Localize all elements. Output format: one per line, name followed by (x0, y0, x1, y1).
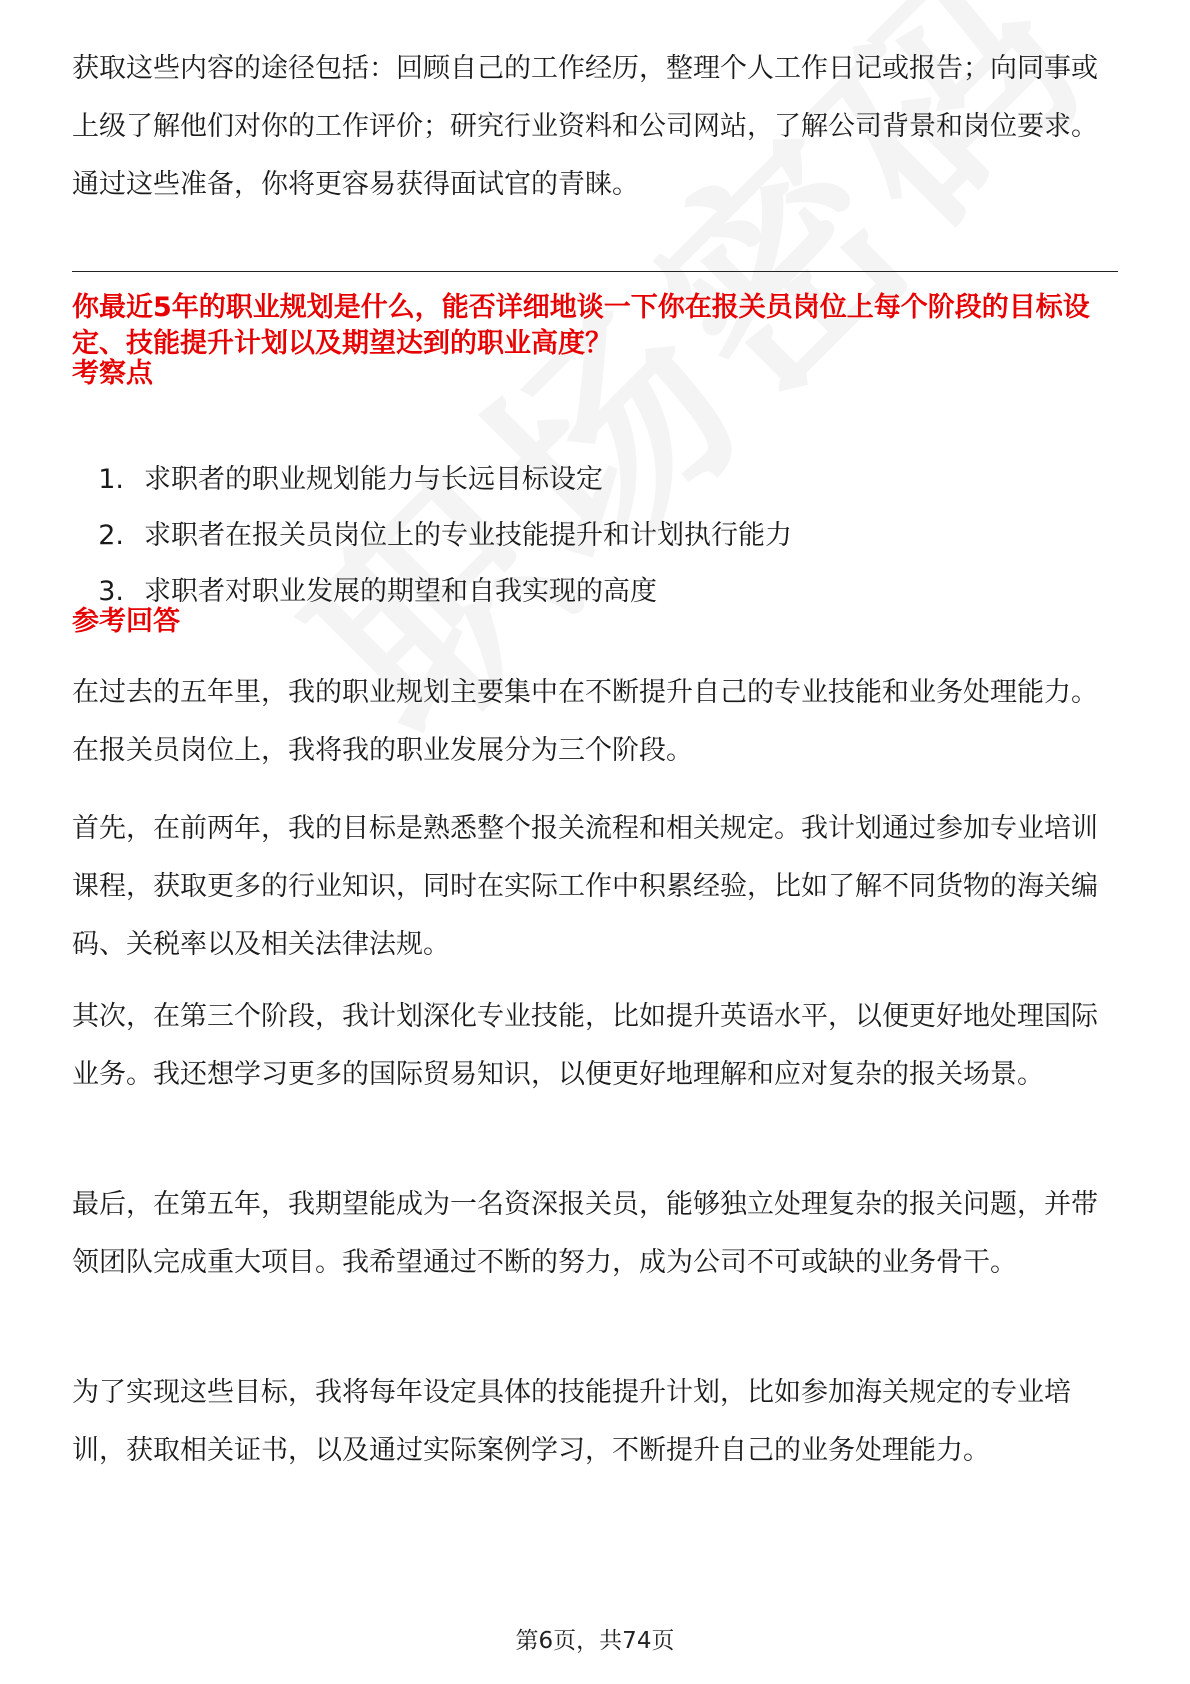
assessment-title: 考察点 (72, 358, 153, 389)
list-item (72, 452, 1118, 508)
list-item-number: 1. (98, 464, 124, 495)
assessment-list (72, 452, 1118, 620)
answer-paragraph: 最后，在第五年，我期望能成为一名资深报关员，能够独立处理复杂的报关问题，并带领团队完成重大项目。我希望通过不断的努力，成为公司不可或缺的业务骨干。 (72, 1189, 1098, 1278)
list-item-text: 求职者的职业规划能力与长远目标设定 (144, 464, 603, 495)
answer-title: 参考回答 (72, 606, 180, 637)
list-item-text: 求职者对职业发展的期望和自我实现的高度 (144, 576, 657, 607)
list-item (72, 564, 1118, 620)
list-item-number: 2. (98, 520, 124, 551)
answer-paragraph: 为了实现这些目标，我将每年设定具体的技能提升计划，比如参加海关规定的专业培训，获取相关证书，以及通过实际案例学习，不断提升自己的业务处理能力。 (72, 1377, 1071, 1466)
question-heading: 你最近5年的职业规划是什么，能否详细地谈一下你在报关员岗位上每个阶段的目标设定、技能提升计划以及期望达到的职业高度？ (72, 292, 1090, 359)
answer-paragraph: 在过去的五年里，我的职业规划主要集中在不断提升自己的专业技能和业务处理能力。在报关员岗位上，我将我的职业发展分为三个阶段。 (72, 677, 1098, 766)
section-divider (72, 271, 1118, 272)
list-item-text: 求职者在报关员岗位上的专业技能提升和计划执行能力 (144, 520, 792, 551)
list-item (72, 508, 1118, 564)
answer-paragraph: 首先，在前两年，我的目标是熟悉整个报关流程和相关规定。我计划通过参加专业培训课程，获取更多的行业知识，同时在实际工作中积累经验，比如了解不同货物的海关编码、关税率以及相关法律法规。 (72, 813, 1098, 960)
answer-paragraph: 其次，在第三个阶段，我计划深化专业技能，比如提升英语水平，以便更好地处理国际业务。我还想学习更多的国际贸易知识，以便更好地理解和应对复杂的报关场景。 (72, 1001, 1098, 1090)
list-item-number: 3. (98, 576, 124, 607)
page-footer: 第6页，共74页 (515, 1628, 675, 1654)
intro-paragraph: 获取这些内容的途径包括：回顾自己的工作经历，整理个人工作日记或报告；向同事或上级了解他们对你的工作评价；研究行业资料和公司网站，了解公司背景和岗位要求。通过这些准备，你将更容易获得面试官的青睐。 (72, 53, 1098, 200)
